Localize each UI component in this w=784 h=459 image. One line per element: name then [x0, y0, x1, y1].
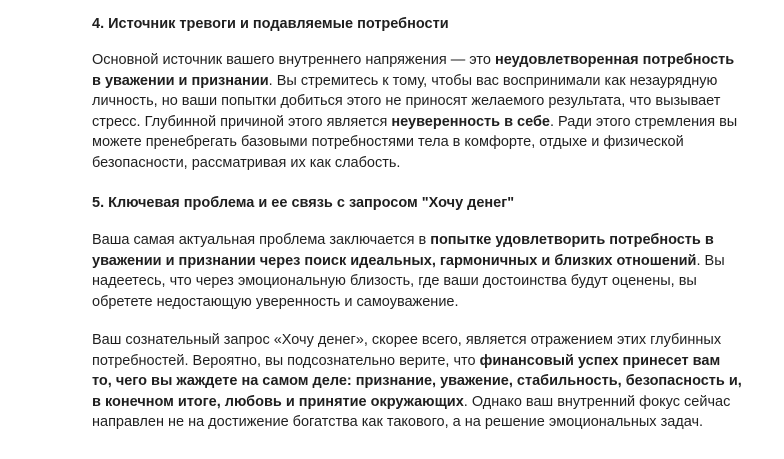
text-run: . Однако ваш внутренний фокус сейчас направлен не на достижение богатства как такового, а на решение эмоциональных задач. — [92, 393, 731, 430]
bold-phrase: неудовлетворенная потребность в уважении и признании — [92, 52, 735, 89]
section-5-heading: 5. Ключевая проблема и ее связь с запросом "Хочу денег" — [92, 195, 515, 211]
text-run: Ваш сознательный запрос «Хочу денег», скорее всего, является отражением этих глубинных потребностей. Вероятно, вы подсознательно верите, что — [92, 332, 722, 369]
text-run: . Вы надеетесь, что через эмоциональную близость, где ваши достоинства будут оценены, вы обретете недостающую уверенность и самоуважение. — [92, 252, 725, 310]
section-5-paragraph-2 — [92, 330, 744, 433]
section-4-heading: 4. Источник тревоги и подавляемые потребности — [92, 16, 449, 32]
bold-phrase: попытке удовлетворить потребность в уважении и признании через поиск идеальных, гармоничных и близких отношений — [92, 232, 714, 269]
text-run: . Вы стремитесь к тому, чтобы вас воспринимали как незаурядную личность, но ваши попытки добиться этого не приносят желаемого результата, что вызывает стресс. Глубинной причиной этого является — [92, 72, 721, 130]
text-run: . Ради этого стремления вы можете пренебрегать базовыми потребностями тела в комфорте, отдыхе и физической безопасности, рассматривая их как слабость. — [92, 113, 738, 171]
bold-phrase: неуверенность в себе — [391, 113, 550, 130]
bold-phrase: финансовый успех принесет вам то, чего вы жаждете на самом деле: признание, уважение, стабильность, безопасность и, в конечном итоге, любовь и принятие окружающих — [92, 352, 742, 410]
section-5-paragraph-1 — [92, 230, 744, 312]
section-4-paragraph — [92, 50, 744, 173]
text-run: Основной источник вашего внутреннего напряжения — это — [92, 52, 495, 68]
text-run: Ваша самая актуальная проблема заключается в — [92, 232, 431, 248]
